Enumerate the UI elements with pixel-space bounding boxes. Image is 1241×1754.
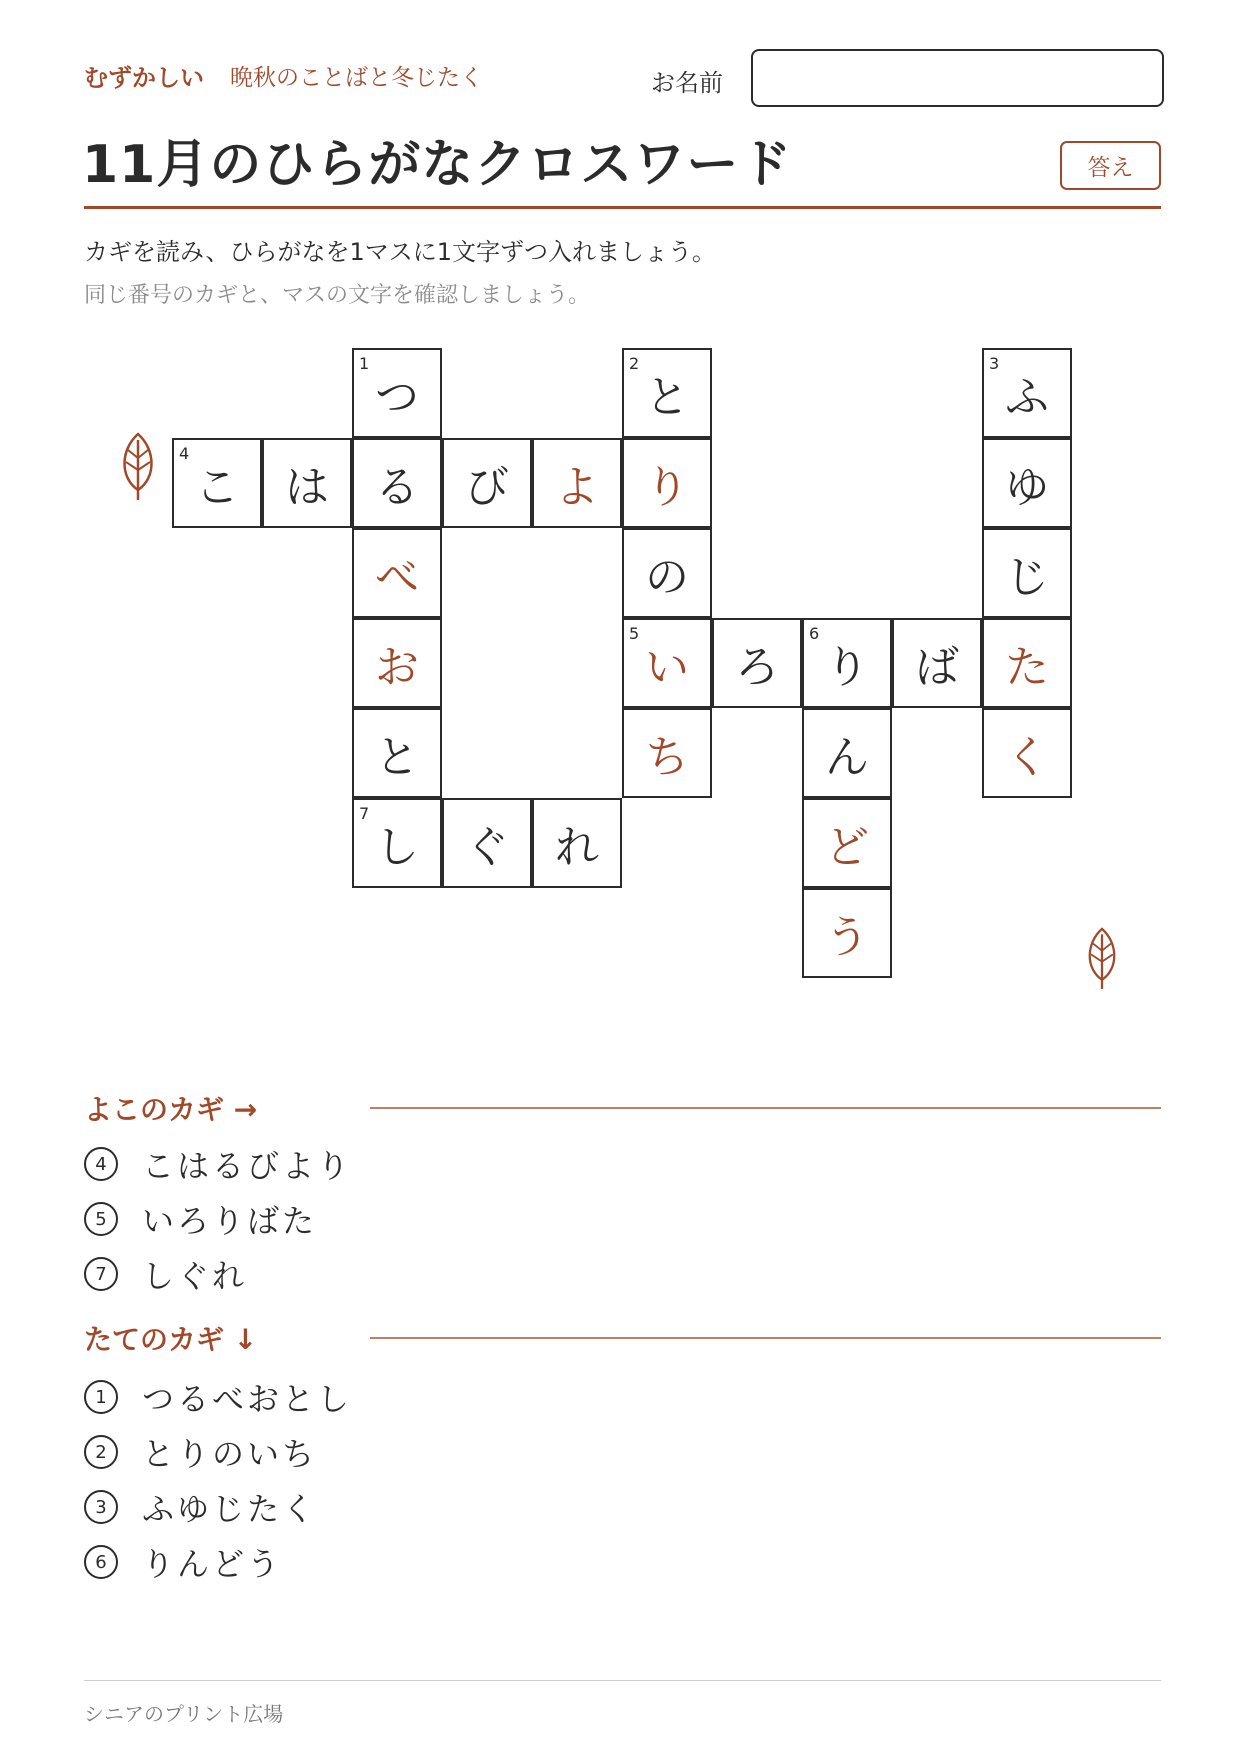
clue-number: 3 bbox=[989, 354, 1000, 373]
leaf-icon bbox=[116, 430, 160, 502]
cell-letter: く bbox=[1005, 732, 1049, 783]
crossword-cell[interactable] bbox=[892, 618, 982, 708]
crossword-cell[interactable] bbox=[532, 438, 622, 528]
clue-item bbox=[84, 1196, 317, 1242]
cell-letter: べ bbox=[375, 552, 419, 603]
clue-number: 2 bbox=[629, 354, 640, 373]
clue-number-badge: 1 bbox=[84, 1380, 118, 1414]
crossword-cell[interactable] bbox=[442, 438, 532, 528]
across-clues-title: よこのカギ → bbox=[84, 1093, 258, 1126]
cell-letter: ん bbox=[825, 732, 869, 783]
cell-letter: と bbox=[645, 372, 689, 423]
crossword-cell[interactable] bbox=[622, 528, 712, 618]
clue-item bbox=[84, 1429, 317, 1475]
clue-item bbox=[84, 1484, 317, 1530]
crossword-cell[interactable] bbox=[622, 618, 712, 708]
clue-number-badge: 4 bbox=[84, 1147, 118, 1181]
clue-number: 4 bbox=[179, 444, 190, 463]
cell-letter: り bbox=[825, 642, 869, 693]
clue-text: とりのいち bbox=[142, 1435, 318, 1473]
cell-letter: じ bbox=[1005, 552, 1049, 603]
cell-letter: ち bbox=[645, 732, 689, 783]
footer-divider bbox=[84, 1680, 1161, 1681]
leaf-icon bbox=[1082, 925, 1122, 991]
crossword-cell[interactable] bbox=[982, 348, 1072, 438]
cell-letter: ば bbox=[915, 642, 959, 693]
cell-letter: し bbox=[375, 822, 419, 873]
crossword-cell[interactable] bbox=[442, 798, 532, 888]
crossword-cell[interactable] bbox=[172, 438, 262, 528]
cell-letter: れ bbox=[555, 822, 599, 873]
clue-number: 1 bbox=[359, 354, 370, 373]
name-label: お名前 bbox=[651, 69, 723, 97]
clue-number: 6 bbox=[809, 624, 820, 643]
clue-text: つるべおとし bbox=[142, 1380, 353, 1418]
clue-text: しぐれ bbox=[142, 1257, 248, 1295]
crossword-cell[interactable] bbox=[802, 798, 892, 888]
crossword-cell[interactable] bbox=[262, 438, 352, 528]
clue-text: いろりばた bbox=[142, 1202, 318, 1240]
crossword-cell[interactable] bbox=[352, 798, 442, 888]
crossword-cell[interactable] bbox=[982, 708, 1072, 798]
clue-number-badge: 6 bbox=[84, 1545, 118, 1579]
clue-number: 5 bbox=[629, 624, 640, 643]
clue-text: りんどう bbox=[142, 1545, 283, 1583]
clue-number-badge: 5 bbox=[84, 1202, 118, 1236]
instruction-subtext: 同じ番号のカギと、マスの文字を確認しましょう。 bbox=[84, 283, 591, 308]
cell-letter: い bbox=[645, 642, 689, 693]
page-title: 11月のひらがなクロスワード bbox=[82, 135, 793, 195]
clue-number-badge: 7 bbox=[84, 1257, 118, 1291]
clue-text: こはるびより bbox=[142, 1147, 353, 1185]
crossword-cell[interactable] bbox=[622, 708, 712, 798]
crossword-cell[interactable] bbox=[802, 618, 892, 708]
cell-letter: よ bbox=[555, 462, 599, 513]
crossword-cell[interactable] bbox=[352, 618, 442, 708]
difficulty-label: むずかしい bbox=[84, 64, 204, 92]
crossword-cell[interactable] bbox=[982, 438, 1072, 528]
crossword-cell[interactable] bbox=[622, 438, 712, 528]
crossword-cell[interactable] bbox=[802, 888, 892, 978]
cell-letter: こ bbox=[195, 462, 239, 513]
cell-letter: つ bbox=[375, 372, 419, 423]
answer-badge[interactable]: 答え bbox=[1060, 141, 1161, 190]
cell-letter: ぐ bbox=[465, 822, 509, 873]
clue-item bbox=[84, 1251, 247, 1297]
worksheet-subtitle: 晩秋のことばと冬じたく bbox=[230, 65, 483, 91]
cell-letter: う bbox=[825, 912, 869, 963]
crossword-cell[interactable] bbox=[802, 708, 892, 798]
crossword-cell[interactable] bbox=[982, 618, 1072, 708]
clue-number-badge: 2 bbox=[84, 1435, 118, 1469]
crossword-cell[interactable] bbox=[352, 528, 442, 618]
footer-text: シニアのプリント広場 bbox=[84, 1702, 284, 1726]
cell-letter: る bbox=[375, 462, 419, 513]
clue-number: 7 bbox=[359, 804, 370, 823]
clue-item bbox=[84, 1141, 352, 1187]
clue-item bbox=[84, 1539, 282, 1585]
crossword-cell[interactable] bbox=[712, 618, 802, 708]
cell-letter: ど bbox=[825, 822, 869, 873]
clue-number-badge: 3 bbox=[84, 1490, 118, 1524]
down-divider bbox=[370, 1337, 1161, 1339]
cell-letter: と bbox=[375, 732, 419, 783]
cell-letter: お bbox=[375, 642, 419, 693]
down-clues-title: たてのカギ ↓ bbox=[84, 1323, 258, 1356]
instruction-text: カギを読み、ひらがなを1マスに1文字ずつ入れましょう。 bbox=[84, 238, 716, 266]
clue-text: ふゆじたく bbox=[142, 1490, 318, 1528]
crossword-cell[interactable] bbox=[622, 348, 712, 438]
cell-letter: ふ bbox=[1005, 372, 1049, 423]
crossword-cell[interactable] bbox=[352, 708, 442, 798]
clue-item bbox=[84, 1374, 352, 1420]
crossword-cell[interactable] bbox=[352, 348, 442, 438]
cell-letter: ゆ bbox=[1005, 462, 1049, 513]
cell-letter: の bbox=[645, 552, 689, 603]
across-divider bbox=[370, 1107, 1161, 1109]
crossword-cell[interactable] bbox=[532, 798, 622, 888]
cell-letter: り bbox=[645, 462, 689, 513]
cell-letter: た bbox=[1005, 642, 1049, 693]
cell-letter: ろ bbox=[735, 642, 779, 693]
crossword-cell[interactable] bbox=[982, 528, 1072, 618]
crossword-cell[interactable] bbox=[352, 438, 442, 528]
cell-letter: は bbox=[285, 462, 329, 513]
cell-letter: び bbox=[465, 462, 509, 513]
